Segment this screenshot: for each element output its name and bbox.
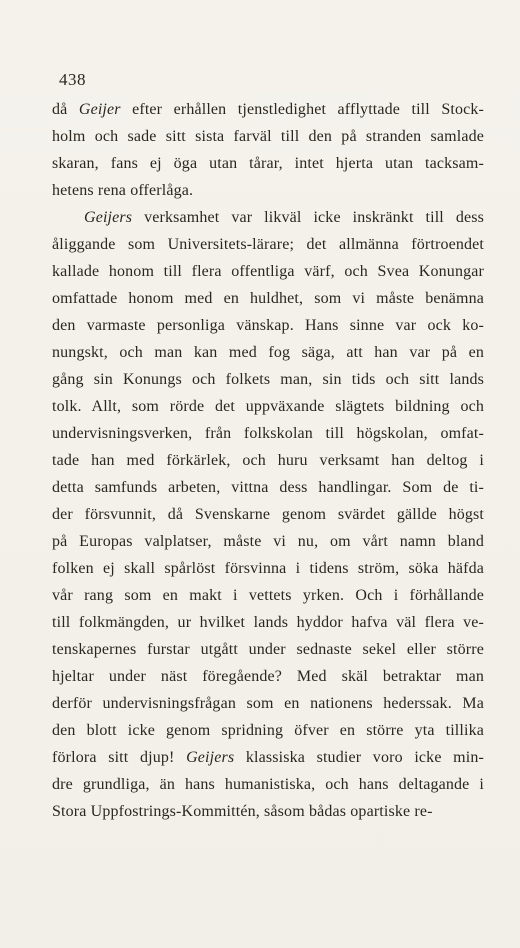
italic-name: Geijers <box>186 749 235 766</box>
text-line: Geijers verksamhet var likväl icke inskränkt till dess <box>84 209 484 226</box>
body-text <box>52 96 484 825</box>
italic-name: Geijers <box>84 209 133 226</box>
text-line: holm och sade sitt sista farväl till den på stranden samlade <box>52 128 484 145</box>
text-line: skaran, fans ej öga utan tårar, intet hjerta utan tacksam- <box>52 155 484 172</box>
text-line: kallade honom till flera offentliga värf, och Svea Konungar <box>52 263 484 280</box>
text-line: undervisningsverken, från folkskolan till högskolan, omfat- <box>52 425 484 442</box>
text-line: den varmaste personliga vänskap. Hans sinne var ock ko- <box>52 317 484 334</box>
text-line: Stora Uppfostrings-Kommittén, såsom bådas opartiske re- <box>52 803 433 820</box>
page-number: 438 <box>59 70 86 89</box>
text-line: tenskapernes furstar utgått under sednaste sekel eller större <box>52 641 484 658</box>
text-line: gång sin Konungs och folkets man, sin tids och sitt lands <box>52 371 484 388</box>
text-line: detta samfunds arbeten, vittna dess handlingar. Som de ti- <box>52 479 484 496</box>
text-line: på Europas valplatser, måste vi nu, om vårt namn bland <box>52 533 484 550</box>
text-line: förlora sitt djup! Geijers klassiska studier voro icke min- <box>52 749 485 766</box>
paragraph <box>52 204 484 825</box>
text-line: vår rang som en makt i vettets yrken. Och i förhållande <box>52 587 484 604</box>
text-line: åliggande som Universitets-lärare; det allmänna förtroendet <box>52 236 484 253</box>
text-line: folken ej skall spårlöst försvinna i tidens ström, söka häfda <box>52 560 484 577</box>
text-line: den blott icke genom spridning öfver en större yta tillika <box>52 722 484 739</box>
text-line: tade han med förkärlek, och huru verksamt han deltog i <box>52 452 484 469</box>
text-line: dre grundliga, än hans humanistiska, och hans deltagande i <box>52 776 484 793</box>
text-line: omfattade honom med en huldhet, som vi måste benämna <box>52 290 484 307</box>
text-line: nungskt, och man kan med fog säga, att han var på en <box>52 344 484 361</box>
text-line: hetens rena offerlåga. <box>52 182 194 199</box>
italic-name: Geijer <box>78 101 121 118</box>
text-line: till folkmängden, ur hvilket lands hyddor hafva väl flera ve- <box>52 614 484 631</box>
text-line: hjeltar under näst föregående? Med skäl betraktar man <box>52 668 484 685</box>
text-line: derför undervisningsfrågan som en nationens hederssak. Ma <box>52 695 484 712</box>
text-line: då Geijer efter erhållen tjenstledighet afflyttade till Stock- <box>52 101 484 118</box>
text-line: tolk. Allt, som rörde det uppväxande slägtets bildning och <box>52 398 484 415</box>
text-line: der försvunnit, då Svenskarne genom svärdet gällde högst <box>52 506 484 523</box>
paragraph <box>52 96 484 204</box>
